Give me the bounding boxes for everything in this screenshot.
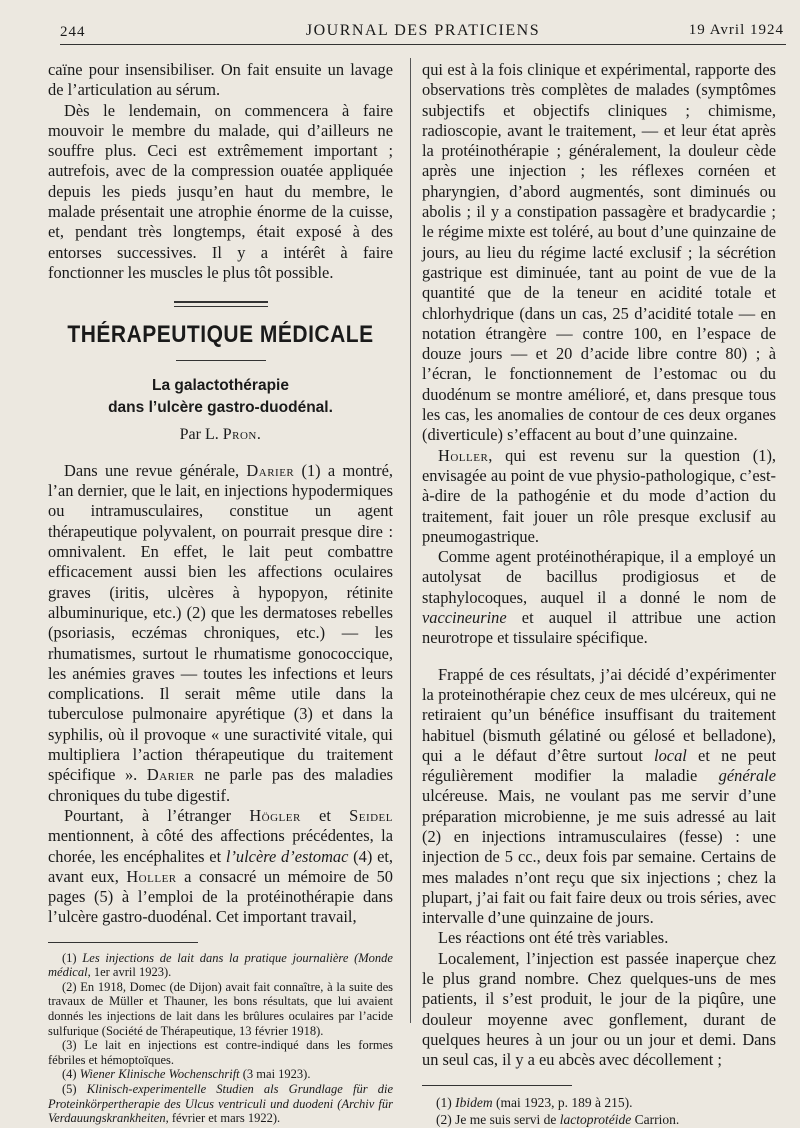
- article-title-line-1: La galactothérapie: [152, 376, 289, 394]
- column-divider: [410, 58, 411, 1023]
- issue-date: 19 Avril 1924: [688, 22, 784, 38]
- footnote-number: (2): [436, 1111, 456, 1127]
- text-run: (1) a montré, l’an dernier, que le lait, en injections hypodermiques ou intramusculaires, constitue un agent thérapeutique polyvalent, on pourrait presque dire : omnivalent. En effet, le lait peut combattre efficacement aussi bien les affections oculaires graves (iritis, ulcères à hypopyon, rétinite albuminurique, etc.) (2) que les dermatoses rebelles (psoriasis, eczémas chroniques, etc.) — les rhumatismes, surtout le rhumatisme gonococcique, les anémies graves — toutes les infections et leurs complications. Il serait même utile dans la tuberculose pulmonaire apyrétique (3) et dans la syphilis, où il provoque « une suractivité vitale, qui multipliera l’action thérapeutique du traitement spécifique ».: [48, 460, 393, 785]
- author-name: Holler: [126, 866, 177, 886]
- page-number: 244: [60, 24, 86, 40]
- intro-paragraph-1: caïne pour insensibiliser. On fait ensuite un lavage de l’articulation au sérum.: [48, 60, 393, 100]
- footnotes-right: [422, 1094, 776, 1128]
- paragraph-gap: [422, 649, 776, 665]
- title-rule: [176, 360, 266, 361]
- article-title-line-2: dans l’ulcère gastro-duodénal.: [108, 398, 333, 416]
- text-run: mentionnent, à côté des affections précédentes, la chorée, les encéphalites et: [48, 826, 393, 866]
- footnote-text: 1er avril 1923).: [90, 965, 172, 980]
- footnote-text: En 1918, Domec (de Dijon) avait fait connaître, à la suite des travaux de Müller et Thauner, les bons résultats, que lui avaient donnés les injections de lait dans les brûlures oculaires par l’acide sulfurique (Société de Thérapeutique, 13 février 1918).: [48, 979, 394, 1038]
- footnote-italic: Ibidem: [455, 1094, 493, 1110]
- text-run: et auquel il attribue une action neurotrope et tissulaire spécifique.: [422, 608, 776, 648]
- byline-author: Pron.: [222, 425, 262, 443]
- footnote-text: (3 mai 1923).: [239, 1067, 311, 1082]
- article-paragraph-3: qui est à la fois clinique et expérimental, rapporte des observations très complètes de malades (symptômes subjectifs et objectifs cliniques ; chimisme, radioscopie, avant le traitement, — et leur état après la protéinothérapie ; généralement, la douleur cède après une injection ; les réflexes cornéen et pharyngien, d’abord augmentés, sont diminués ou abolis ; il y a constipation passagère et bradycardie ; le régime mixte est toléré, au bout d’une quinzaine de jours, au lieu du régime lacté exclusif ; la sécrétion gastrique est diminuée, tant au point de vue de la quantité que de la teneur en acidité totale et chlorhydrique (dans un cas, 25 d’acidité totale — en notation étrangère — contre 100, en l’espace de douze jours — et 20 d’acide libre contre 80) ; à l’écran, le fonctionnement de l’estomac ou du duodénum se montre amélioré, et, dans presque tous les cas, les anomalies de contour de ces deux organes (diverticule) s’effacent au bout d’une quinzaine.: [422, 60, 776, 445]
- footnote-text: (mai 1923, p. 189 à 215).: [492, 1094, 633, 1110]
- article-title: [48, 375, 393, 419]
- emphasis: générale: [718, 766, 776, 786]
- text-run: (4) et, avant eux,: [48, 846, 393, 886]
- article-paragraph-4: [422, 446, 776, 547]
- ornamental-rule: [174, 301, 268, 307]
- article-paragraph-7: Les réactions ont été très variables.: [438, 928, 669, 948]
- article-paragraph-8: Localement, l’injection est passée inaperçue chez le plus grand nombre. Chez quelques-uns de mes patients, il s’est produit, le jour de la piqûre, une douleur moyenne avec gonflement, durant de quelques heures à un jour ou un jour et demi. Dans un seul cas, il y a eu abcès avec décollement ;: [422, 948, 776, 1070]
- footnote: [48, 1067, 393, 1082]
- text-run: a consacré un mémoire de 50 pages (5) à l’emploi de la protéinothérapie dans l’ulcère gastro-duodénal. Cet important travail,: [48, 866, 393, 927]
- emphasis: vaccineurine: [422, 608, 507, 628]
- article-paragraph-5: [422, 547, 776, 648]
- text-run: , qui est revenu sur la question (1), envisagée au point de vue physio-pathologique, c’est-à-dire de la pathogénie et du mode d’action du traitement, fait jouer un rôle presque exclusif au pneumogastrique.: [422, 445, 776, 546]
- footnote-text: Carrion.: [631, 1111, 680, 1127]
- footnote-italic: Wiener Klinische Wochenschrift: [79, 1067, 240, 1082]
- emphasis: l’ulcère d’estomac: [225, 846, 349, 866]
- footnote-text: février et mars 1922).: [168, 1111, 281, 1126]
- footnote: [48, 1082, 393, 1126]
- footnote-number: (4): [62, 1067, 80, 1082]
- right-column: [422, 60, 776, 1128]
- footnote-text: Le lait en injections est contre-indiqué dans les formes fébriles et hémoptoïques.: [48, 1038, 393, 1067]
- article-paragraph-6: [422, 665, 776, 929]
- footnote-rule: [422, 1085, 572, 1086]
- footnotes-left: [48, 951, 393, 1126]
- footnote-rule: [48, 942, 198, 943]
- footnote-number: (1): [62, 950, 83, 965]
- author-name: Darier: [246, 460, 295, 480]
- footnote: [48, 951, 393, 980]
- footnote-italic: Klinisch-experimentelle Studien als Grundlage für die Proteinkörpertherapie des Ulcus ventriculi und duodeni (Archiv für Verdauungskrankheiten,: [48, 1082, 393, 1126]
- text-run: ulcéreuse. Mais, ne voulant pas me servir d’une préparation microbienne, je me suis adressé au lait (2) en injections intramusculaires (fesse) : une injection de 5 cc., deux fois par semaine. Certains de mes malades n’ont reçu que six injections ; chez la plupart, j’ai fait ou fait faire deux ou trois séries, avec intervalle d’une quinzaine de jours.: [422, 786, 776, 928]
- footnote-number: (3): [62, 1038, 85, 1053]
- footnote: [48, 980, 393, 1038]
- footnote: [422, 1094, 776, 1111]
- article-paragraph-1: [48, 461, 393, 806]
- section-title: THÉRAPEUTIQUE MÉDICALE: [67, 321, 374, 348]
- author-name: Darier: [146, 765, 195, 785]
- footnote-number: (1): [436, 1094, 456, 1110]
- author-name: Holler: [438, 445, 489, 465]
- text-run: ne parle pas des maladies chroniques du tube digestif.: [48, 765, 394, 805]
- footnote-number: (2): [62, 979, 81, 994]
- author-name: Seidel: [349, 805, 393, 825]
- text-run: Pourtant, à l’étranger: [64, 805, 250, 825]
- journal-title: JOURNAL DES PRATICIENS: [305, 22, 541, 39]
- text-run: et ne peut régulièrement modifier la maladie: [422, 745, 776, 786]
- emphasis: local: [654, 745, 687, 765]
- footnote-italic: lactoprotéide: [559, 1111, 632, 1127]
- footnote: [48, 1038, 393, 1067]
- byline-prefix: Par L.: [179, 425, 223, 443]
- footnote-number: (5): [62, 1082, 87, 1097]
- text-run: et: [300, 805, 350, 825]
- intro-paragraph-2: Dès le lendemain, on commencera à faire mouvoir le membre du malade, qui d’ailleurs ne souffre plus. Ceci est extrêmement important ; autrefois, avec de la compression ouatée appliquée depuis les pieds jusqu’en haut du membre, le malade présentait une atrophie énorme de la cuisse, et, pendant très longtemps, était exposé à des entorses successives. Il y a intérêt à faire fonctionner les muscles le plus tôt possible.: [48, 100, 393, 282]
- footnote: [422, 1111, 776, 1128]
- text-run: Frappé de ces résultats, j’ai décidé d’expérimenter la proteinothérapie chez ceux de mes ulcéreux, qui ne retiraient qu’un bénéfice insuffisant du traitement habituel (bismuth gélatiné ou gélosé et belladone), qui a le défaut d’être surtout: [422, 664, 776, 765]
- text-run: Dans une revue générale,: [64, 460, 247, 480]
- footnote-italic: Les injections de lait dans la pratique journalière (Monde médical,: [48, 950, 393, 980]
- page-header: [60, 20, 786, 45]
- footnote-text: Je me suis servi de: [455, 1111, 560, 1127]
- left-column: [48, 60, 393, 1126]
- author-name: Högler: [249, 805, 301, 825]
- byline: [48, 425, 393, 445]
- article-paragraph-2: [48, 806, 393, 928]
- text-run: Comme agent protéinothérapique, il a employé un autolysat de bacillus prodigiosus et de staphylocoques, auquel il a donné le nom de: [422, 547, 776, 607]
